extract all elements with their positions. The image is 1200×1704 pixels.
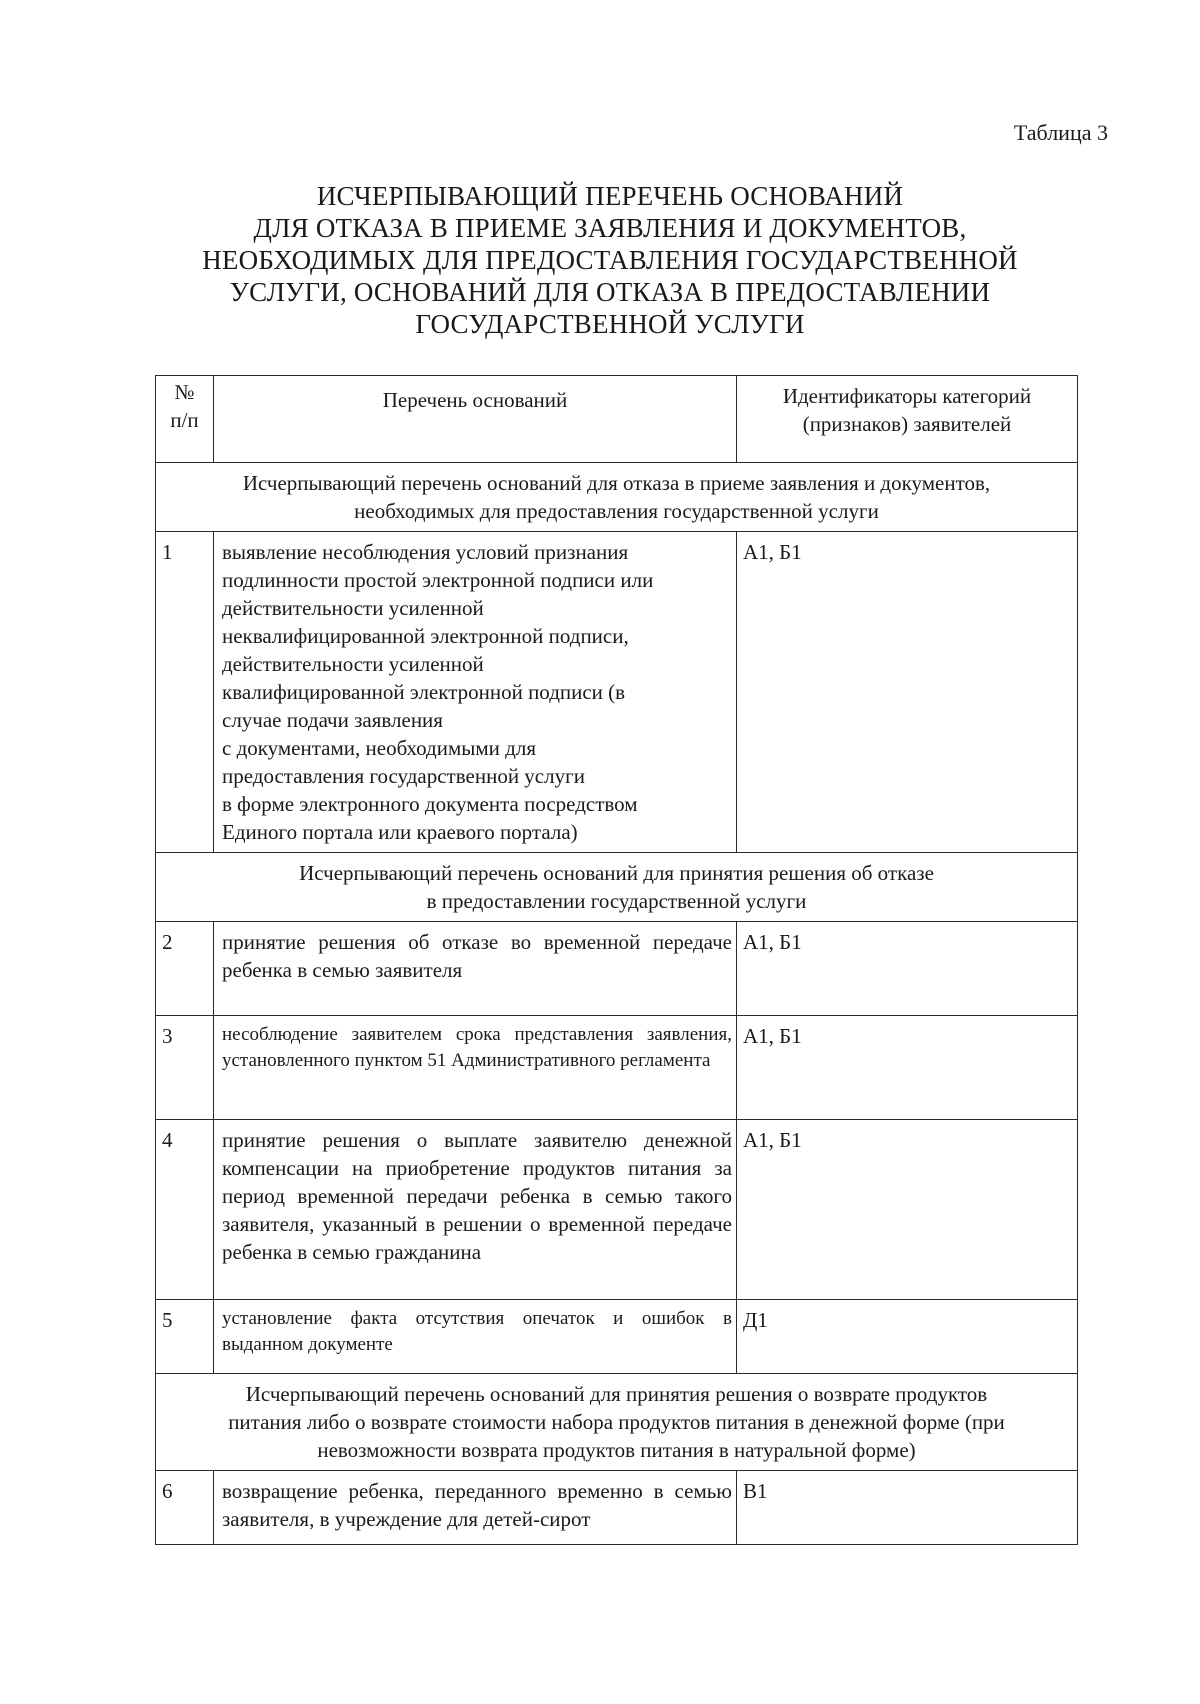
row-reason: принятие решения об отказе во временной передаче ребенка в семью заявителя: [214, 922, 737, 1016]
table-row: [156, 1471, 1078, 1545]
table-row: [156, 532, 1078, 853]
row-identifiers: А1, Б1: [737, 1016, 1078, 1120]
grounds-table: [155, 375, 1078, 1545]
title-line: ДЛЯ ОТКАЗА В ПРИЕМЕ ЗАЯВЛЕНИЯ И ДОКУМЕНТОВ,: [253, 213, 967, 243]
section-title: Исчерпывающий перечень оснований для отказа в приеме заявления и документов, необходимых для предоставления государственной услуги: [156, 463, 1078, 532]
title-line: УСЛУГИ, ОСНОВАНИЙ ДЛЯ ОТКАЗА В ПРЕДОСТАВЛЕНИИ: [229, 277, 991, 307]
header-identifiers: Идентификаторы категорий (признаков) заявителей: [737, 376, 1078, 463]
row-number: 6: [156, 1471, 214, 1545]
title-line: ГОСУДАРСТВЕННОЙ УСЛУГИ: [415, 309, 805, 339]
section-header-return: [156, 1374, 1078, 1471]
section-title: Исчерпывающий перечень оснований для принятия решения о возврате продуктов питания либо о возврате стоимости набора продуктов питания в денежной форме (при невозможности возврата продуктов питания в натуральной форме): [156, 1374, 1078, 1471]
section-header-refusal: [156, 853, 1078, 922]
header-reasons: Перечень оснований: [214, 376, 737, 463]
title-line: ИСЧЕРПЫВАЮЩИЙ ПЕРЕЧЕНЬ ОСНОВАНИЙ: [316, 181, 904, 211]
row-number: 4: [156, 1120, 214, 1300]
row-identifiers: В1: [737, 1471, 1078, 1545]
title-line: НЕОБХОДИМЫХ ДЛЯ ПРЕДОСТАВЛЕНИЯ ГОСУДАРСТВЕННОЙ: [202, 245, 1018, 275]
table-row: [156, 922, 1078, 1016]
row-reason: выявление несоблюдения условий признания подлинности простой электронной подписи или действительности усиленной неквалифицированной электронной подписи, действительности усиленной квалифицированной электронной подписи (в случае подачи заявления с документами, необходимыми для предоставления государственной услуги в форме электронного документа посредством Единого портала или краевого портала): [214, 532, 737, 853]
header-number: № п/п: [156, 376, 214, 463]
row-reason: принятие решения о выплате заявителю денежной компенсации на приобретение продуктов питания за период временной передачи ребенка в семью такого заявителя, указанный в решении о временной передаче ребенка в семью гражданина: [214, 1120, 737, 1300]
row-identifiers: Д1: [737, 1300, 1078, 1374]
row-identifiers: А1, Б1: [737, 532, 1078, 853]
row-number: 2: [156, 922, 214, 1016]
table-row: [156, 1120, 1078, 1300]
table-header-row: [156, 376, 1078, 463]
table-row: [156, 1016, 1078, 1120]
row-reason: несоблюдение заявителем срока представления заявления, установленного пунктом 51 Административного регламента: [214, 1016, 737, 1120]
document-title: [140, 180, 1080, 340]
row-number: 3: [156, 1016, 214, 1120]
section-header-reception: [156, 463, 1078, 532]
table-row: [156, 1300, 1078, 1374]
row-reason: возвращение ребенка, переданного временно в семью заявителя, в учреждение для детей-сирот: [214, 1471, 737, 1545]
row-identifiers: А1, Б1: [737, 1120, 1078, 1300]
table-label: Таблица 3: [1013, 120, 1108, 145]
row-number: 5: [156, 1300, 214, 1374]
row-reason: установление факта отсутствия опечаток и ошибок в выданном документе: [214, 1300, 737, 1374]
section-title: Исчерпывающий перечень оснований для принятия решения об отказе в предоставлении государственной услуги: [156, 853, 1078, 922]
row-number: 1: [156, 532, 214, 853]
row-identifiers: А1, Б1: [737, 922, 1078, 1016]
